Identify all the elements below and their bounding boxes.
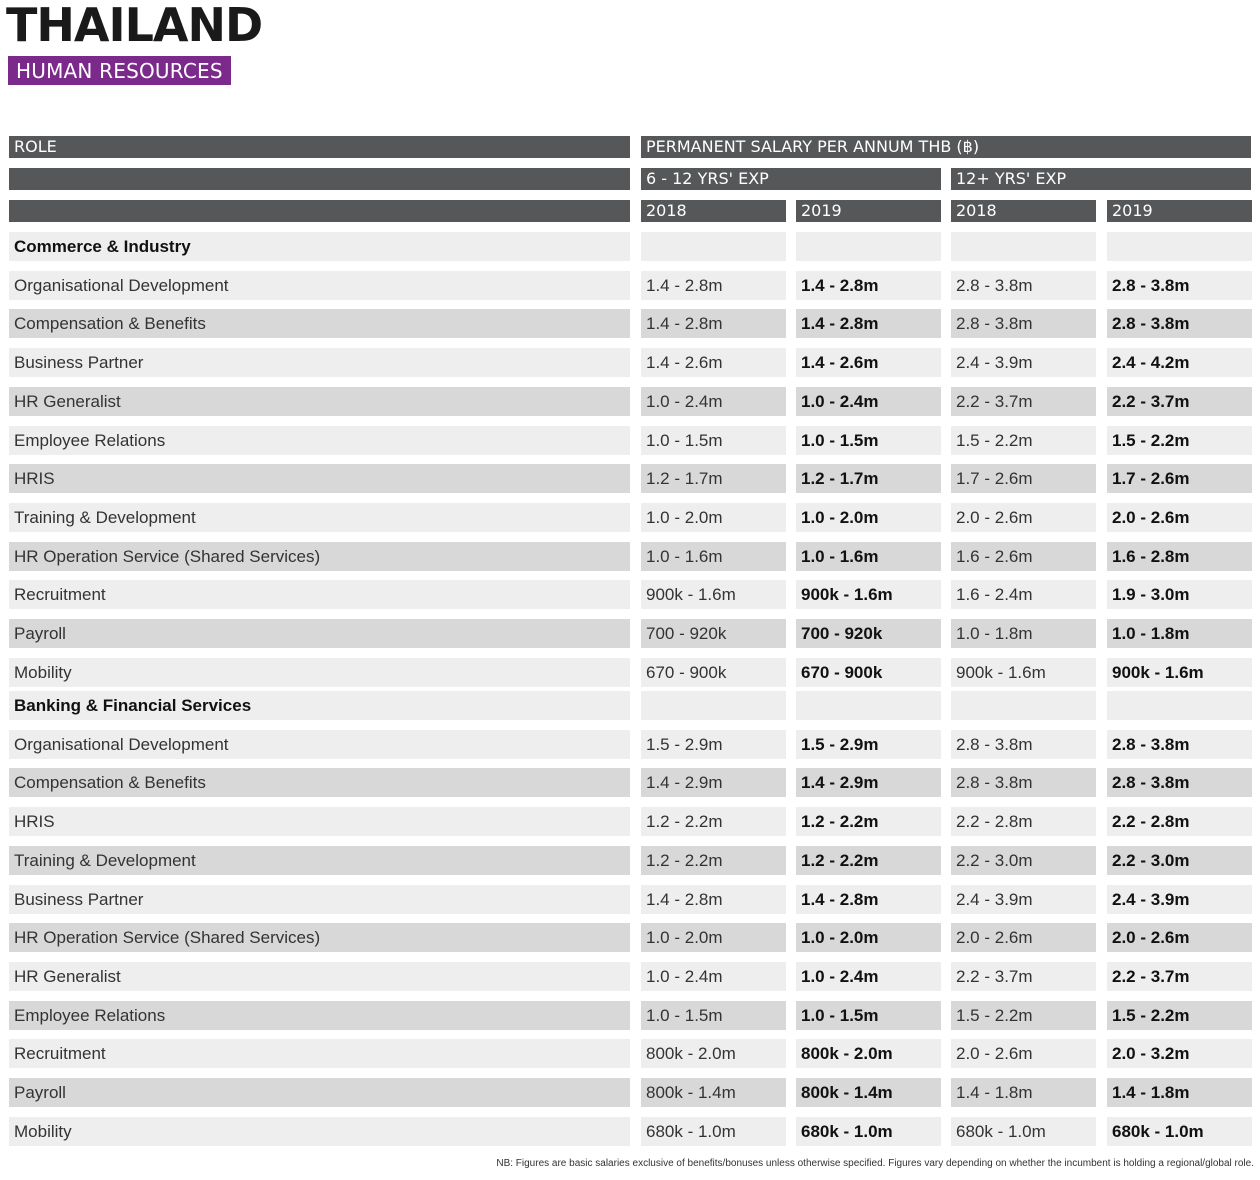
role-cell: Organisational Development [9,730,630,759]
salary-cell: 1.0 - 2.4m [796,962,941,991]
role-cell: HR Operation Service (Shared Services) [9,923,630,952]
salary-cell: 1.5 - 2.2m [951,1001,1096,1030]
page-title: THAILAND [6,0,263,52]
salary-cell: 670 - 900k [796,658,941,687]
salary-cell: 1.5 - 2.2m [951,426,1096,455]
role-cell: Compensation & Benefits [9,309,630,338]
role-cell: Training & Development [9,503,630,532]
salary-cell: 2.8 - 3.8m [951,309,1096,338]
salary-cell: 900k - 1.6m [641,580,786,609]
role-cell: Payroll [9,619,630,648]
salary-cell: 1.7 - 2.6m [1107,464,1252,493]
salary-cell: 1.2 - 2.2m [641,846,786,875]
salary-cell: 1.9 - 3.0m [1107,580,1252,609]
salary-cell: 1.4 - 2.9m [796,768,941,797]
salary-cell: 1.5 - 2.9m [796,730,941,759]
salary-cell: 900k - 1.6m [796,580,941,609]
salary-cell: 2.8 - 3.8m [951,768,1096,797]
section-blank-cell [1107,691,1252,720]
salary-cell: 2.4 - 3.9m [951,885,1096,914]
section-heading: Commerce & Industry [9,232,630,261]
header-year-2018-a: 2018 [641,200,786,222]
salary-cell: 1.0 - 1.6m [641,542,786,571]
section-blank-cell [951,232,1096,261]
salary-cell: 1.4 - 2.6m [641,348,786,377]
role-cell: Business Partner [9,885,630,914]
salary-cell: 1.4 - 2.9m [641,768,786,797]
salary-cell: 2.4 - 3.9m [951,348,1096,377]
salary-cell: 2.8 - 3.8m [951,271,1096,300]
salary-cell: 2.0 - 2.6m [1107,923,1252,952]
salary-cell: 700 - 920k [796,619,941,648]
role-cell: Training & Development [9,846,630,875]
role-cell: Business Partner [9,348,630,377]
salary-cell: 1.4 - 2.8m [796,271,941,300]
salary-cell: 1.5 - 2.2m [1107,426,1252,455]
salary-cell: 1.0 - 2.0m [796,503,941,532]
salary-cell: 1.2 - 2.2m [796,846,941,875]
header-exp-6-12: 6 - 12 YRS' EXP [641,168,941,190]
salary-cell: 900k - 1.6m [951,658,1096,687]
salary-cell: 2.0 - 2.6m [951,1039,1096,1068]
footnote: NB: Figures are basic salaries exclusive of benefits/bonuses unless otherwise specified. Figures vary depending on whether the incumbent is holding a regional/global role. [496,1158,1254,1169]
role-cell: Recruitment [9,1039,630,1068]
salary-cell: 1.2 - 1.7m [641,464,786,493]
section-blank-cell [1107,232,1252,261]
salary-cell: 1.2 - 2.2m [641,807,786,836]
salary-cell: 1.0 - 1.5m [796,426,941,455]
salary-cell: 2.8 - 3.8m [1107,309,1252,338]
salary-cell: 2.0 - 2.6m [951,923,1096,952]
salary-cell: 2.8 - 3.8m [1107,271,1252,300]
role-cell: HR Operation Service (Shared Services) [9,542,630,571]
salary-cell: 1.0 - 1.8m [951,619,1096,648]
salary-cell: 1.4 - 2.8m [796,309,941,338]
salary-cell: 1.4 - 1.8m [1107,1078,1252,1107]
salary-cell: 700 - 920k [641,619,786,648]
salary-cell: 1.0 - 2.0m [641,923,786,952]
header-role: ROLE [9,136,630,158]
salary-cell: 2.8 - 3.8m [1107,768,1252,797]
role-cell: Mobility [9,1117,630,1146]
role-cell: Payroll [9,1078,630,1107]
salary-cell: 800k - 1.4m [796,1078,941,1107]
salary-cell: 1.0 - 2.4m [796,387,941,416]
page-subtitle: HUMAN RESOURCES [8,56,231,85]
salary-cell: 2.2 - 3.0m [1107,846,1252,875]
section-blank-cell [796,232,941,261]
header-year-2019-b: 2019 [1107,200,1252,222]
salary-cell: 1.0 - 1.6m [796,542,941,571]
salary-cell: 2.0 - 2.6m [1107,503,1252,532]
section-blank-cell [641,232,786,261]
salary-cell: 2.2 - 3.7m [951,962,1096,991]
salary-cell: 2.2 - 2.8m [951,807,1096,836]
role-cell: Employee Relations [9,1001,630,1030]
salary-cell: 2.2 - 3.7m [1107,962,1252,991]
salary-cell: 1.0 - 2.4m [641,962,786,991]
salary-cell: 1.0 - 2.0m [641,503,786,532]
header-year-2018-b: 2018 [951,200,1096,222]
section-blank-cell [951,691,1096,720]
section-blank-cell [641,691,786,720]
salary-cell: 680k - 1.0m [641,1117,786,1146]
salary-cell: 2.2 - 3.7m [951,387,1096,416]
salary-cell: 2.0 - 3.2m [1107,1039,1252,1068]
header-salary: PERMANENT SALARY PER ANNUM THB (฿) [641,136,1251,158]
salary-cell: 1.0 - 2.0m [796,923,941,952]
salary-cell: 680k - 1.0m [951,1117,1096,1146]
salary-cell: 1.0 - 1.5m [796,1001,941,1030]
section-heading: Banking & Financial Services [9,691,630,720]
salary-cell: 1.4 - 2.8m [641,271,786,300]
salary-cell: 680k - 1.0m [1107,1117,1252,1146]
role-cell: Compensation & Benefits [9,768,630,797]
header-year-2019-a: 2019 [796,200,941,222]
role-cell: HRIS [9,807,630,836]
role-cell: Organisational Development [9,271,630,300]
salary-cell: 800k - 2.0m [796,1039,941,1068]
salary-cell: 1.7 - 2.6m [951,464,1096,493]
role-cell: HRIS [9,464,630,493]
salary-cell: 670 - 900k [641,658,786,687]
salary-cell: 1.0 - 1.5m [641,1001,786,1030]
role-cell: Mobility [9,658,630,687]
header-exp-12-plus: 12+ YRS' EXP [951,168,1251,190]
salary-cell: 1.5 - 2.2m [1107,1001,1252,1030]
salary-cell: 2.0 - 2.6m [951,503,1096,532]
salary-cell: 1.4 - 2.6m [796,348,941,377]
salary-cell: 1.4 - 2.8m [796,885,941,914]
salary-cell: 1.2 - 1.7m [796,464,941,493]
salary-cell: 1.4 - 2.8m [641,885,786,914]
salary-cell: 2.2 - 3.0m [951,846,1096,875]
salary-cell: 1.4 - 1.8m [951,1078,1096,1107]
salary-cell: 1.6 - 2.8m [1107,542,1252,571]
salary-cell: 2.8 - 3.8m [951,730,1096,759]
role-cell: Recruitment [9,580,630,609]
salary-cell: 1.0 - 1.8m [1107,619,1252,648]
header-blank-role-2 [9,200,630,222]
header-blank-role [9,168,630,190]
role-cell: Employee Relations [9,426,630,455]
salary-cell: 1.2 - 2.2m [796,807,941,836]
salary-cell: 1.4 - 2.8m [641,309,786,338]
section-blank-cell [796,691,941,720]
salary-cell: 800k - 2.0m [641,1039,786,1068]
salary-cell: 1.5 - 2.9m [641,730,786,759]
salary-cell: 1.6 - 2.4m [951,580,1096,609]
salary-cell: 900k - 1.6m [1107,658,1252,687]
salary-cell: 2.2 - 3.7m [1107,387,1252,416]
salary-cell: 680k - 1.0m [796,1117,941,1146]
role-cell: HR Generalist [9,387,630,416]
salary-cell: 800k - 1.4m [641,1078,786,1107]
salary-cell: 1.6 - 2.6m [951,542,1096,571]
salary-cell: 2.8 - 3.8m [1107,730,1252,759]
salary-cell: 2.2 - 2.8m [1107,807,1252,836]
role-cell: HR Generalist [9,962,630,991]
salary-cell: 2.4 - 4.2m [1107,348,1252,377]
salary-cell: 2.4 - 3.9m [1107,885,1252,914]
salary-cell: 1.0 - 2.4m [641,387,786,416]
salary-cell: 1.0 - 1.5m [641,426,786,455]
